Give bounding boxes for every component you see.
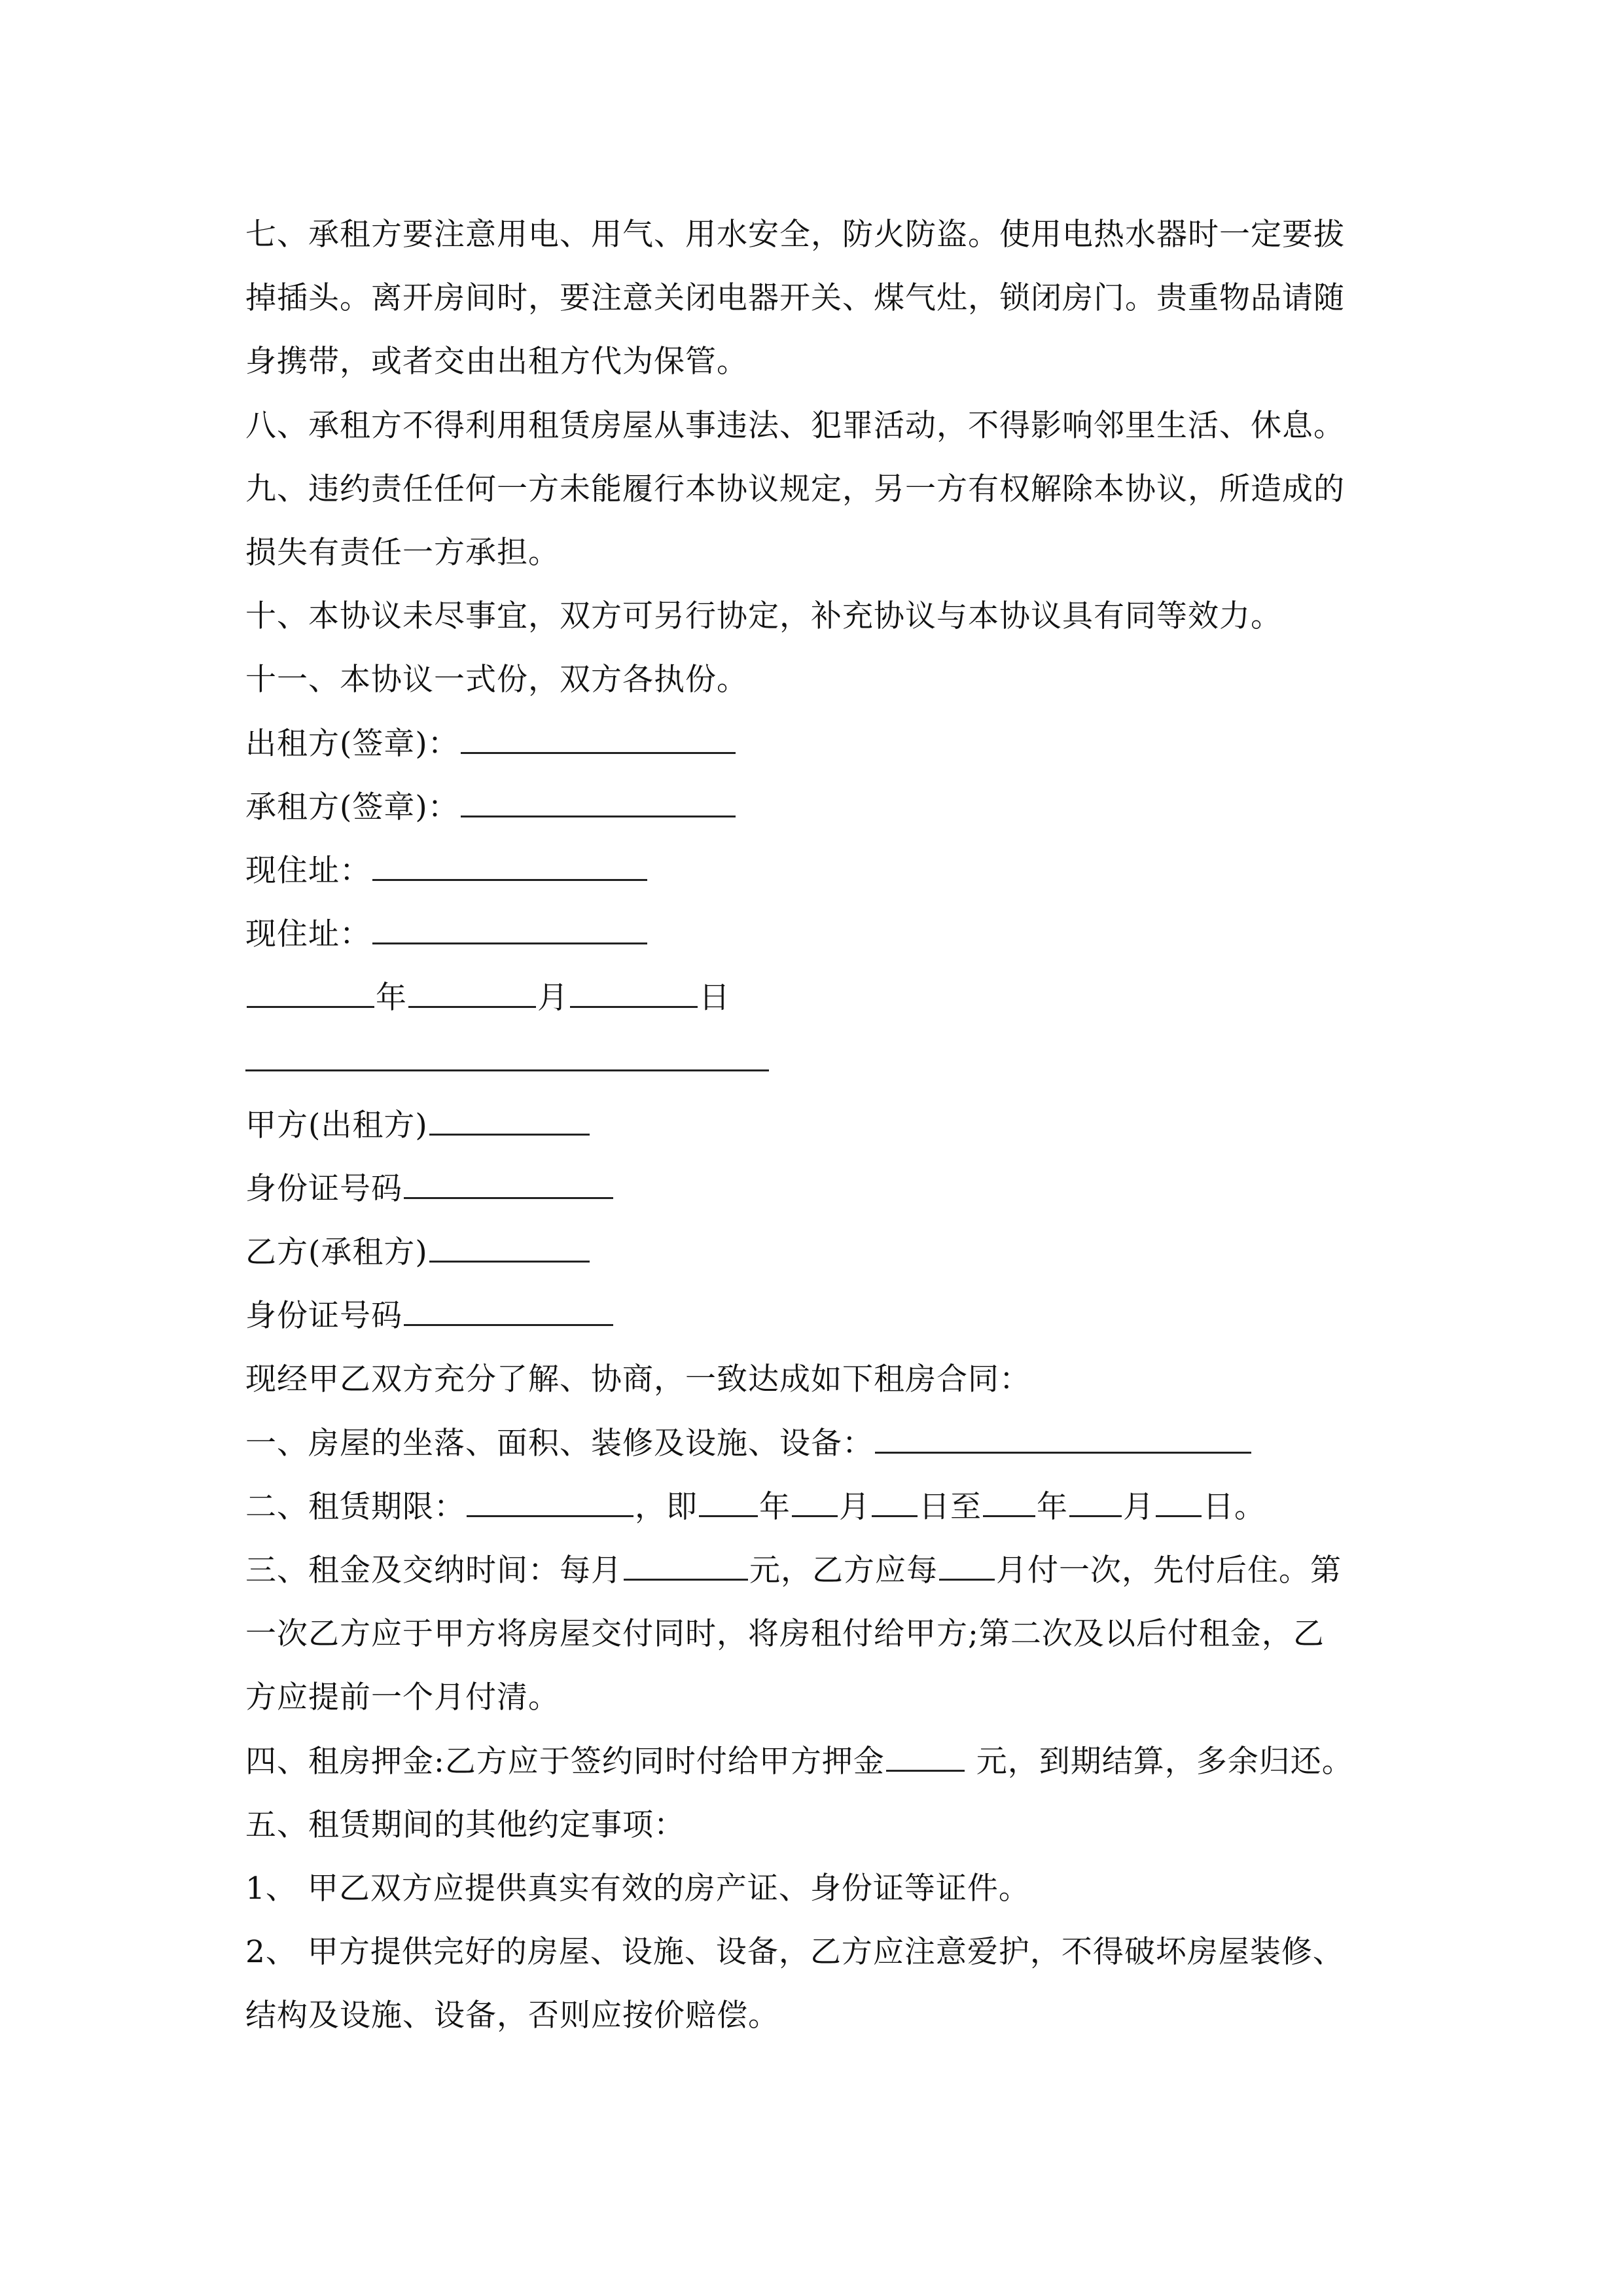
date-row — [245, 966, 1417, 1030]
party-a-label: 甲方(出租方) — [245, 1107, 428, 1143]
day-label: 日 — [699, 980, 730, 1016]
clause-7-line-1: 七、承租方要注意用电、用气、用水安全，防火防盗。使用电热水器时一定要拔 — [245, 217, 1345, 253]
sub-item-2-line-2: 结构及设施、设备，否则应按价赔偿。 — [245, 1998, 779, 2034]
item-2-label: 二、租赁期限： — [245, 1488, 465, 1525]
payment-interval-blank[interactable] — [939, 1549, 995, 1581]
deposit-blank[interactable] — [886, 1740, 965, 1772]
item-1-label: 一、房屋的坐落、面积、装修及设施、设备： — [245, 1425, 874, 1462]
clause-9-line-2: 损失有责任一方承担。 — [245, 534, 560, 571]
end-year-blank[interactable] — [983, 1485, 1035, 1517]
lessor-signature-label: 出租方(签章)： — [245, 725, 459, 762]
start-month-blank[interactable] — [792, 1485, 838, 1517]
start-day-blank[interactable] — [872, 1485, 918, 1517]
contract-item-3-line-3: 方应提前一个月付清。 — [245, 1679, 560, 1716]
item-2-year2: 年 — [1037, 1488, 1068, 1525]
party-b-id-label: 身份证号码 — [245, 1298, 402, 1335]
year-label: 年 — [376, 980, 407, 1016]
contract-item-3-line-2: 一次乙方应于甲方将房屋交付同时，将房租付给甲方;第二次及以后付租金，乙 — [245, 1616, 1325, 1653]
end-month-blank[interactable] — [1069, 1485, 1122, 1517]
contract-intro: 现经甲乙双方充分了解、协商，一致达成如下租房合同： — [245, 1361, 1031, 1398]
clause-7-line-3: 身携带，或者交由出租方代为保管。 — [245, 344, 748, 380]
lessor-signature-row — [245, 712, 1417, 776]
month-label: 月 — [537, 980, 569, 1016]
clause-7-line-2: 掉插头。离开房间时，要注意关闭电器开关、煤气灶，锁闭房门。贵重物品请随 — [245, 280, 1345, 317]
contract-item-4 — [245, 1730, 1417, 1793]
monthly-rent-blank[interactable] — [624, 1549, 748, 1581]
item-2-year: 年 — [759, 1488, 791, 1525]
lessee-signature-label: 承租方(签章)： — [245, 789, 459, 825]
clause-9-line-1: 九、违约责任任何一方未能履行本协议规定，另一方有权解除本协议，所造成的 — [245, 471, 1345, 507]
lessor-signature-blank[interactable] — [461, 722, 736, 754]
section-separator — [245, 1043, 769, 1071]
party-a-id-blank[interactable] — [404, 1167, 613, 1199]
party-b-row — [245, 1221, 1417, 1284]
party-b-id-row — [245, 1284, 1417, 1348]
item-2-to: 日至 — [919, 1488, 982, 1525]
item-3-end: 月付一次，先付后住。第 — [996, 1552, 1342, 1588]
item-4-end: 元，到期结算，多余归还。 — [976, 1743, 1353, 1780]
month-blank[interactable] — [408, 976, 536, 1008]
party-a-id-row — [245, 1157, 1417, 1221]
day-blank[interactable] — [570, 976, 698, 1008]
address-label-1: 现住址： — [245, 852, 371, 889]
term-blank[interactable] — [467, 1485, 633, 1517]
document-page — [245, 203, 1417, 2047]
contract-item-3-line-1 — [245, 1539, 1417, 1602]
clause-10: 十、本协议未尽事宜，双方可另行协定，补充协议与本协议具有同等效力。 — [245, 598, 1282, 635]
sub-item-2-line-1: 2、 甲方提供完好的房屋、设施、设备，乙方应注意爱护，不得破坏房屋装修、 — [245, 1934, 1344, 1971]
address-label-2: 现住址： — [245, 916, 371, 953]
item-2-month: 月 — [839, 1488, 870, 1525]
contract-item-2 — [245, 1475, 1417, 1539]
lessee-signature-row — [245, 776, 1417, 839]
item-1-blank[interactable] — [875, 1422, 1251, 1454]
clause-8: 八、承租方不得利用租赁房屋从事违法、犯罪活动，不得影响邻里生活、休息。 — [245, 407, 1345, 444]
party-a-row — [245, 1094, 1417, 1157]
address-row-2 — [245, 903, 1417, 966]
contract-item-1 — [245, 1412, 1417, 1475]
contract-item-5: 五、租赁期间的其他约定事项： — [245, 1806, 685, 1843]
party-b-id-blank[interactable] — [404, 1294, 613, 1326]
end-day-blank[interactable] — [1156, 1485, 1202, 1517]
lessee-signature-blank[interactable] — [461, 785, 736, 817]
party-b-blank[interactable] — [429, 1230, 590, 1263]
sub-item-1: 1、 甲乙双方应提供真实有效的房产证、身份证等证件。 — [245, 1870, 1030, 1907]
start-year-blank[interactable] — [699, 1485, 758, 1517]
separator-row — [245, 1030, 1417, 1093]
party-a-blank[interactable] — [429, 1103, 590, 1136]
address-blank-2[interactable] — [372, 912, 647, 944]
item-2-end: 日。 — [1203, 1488, 1266, 1525]
address-row-1 — [245, 839, 1417, 903]
item-2-ie: ，即 — [635, 1488, 698, 1525]
item-3-label: 三、租金及交纳时间：每月 — [245, 1552, 622, 1588]
party-a-id-label: 身份证号码 — [245, 1170, 402, 1207]
party-b-label: 乙方(承租方) — [245, 1234, 428, 1270]
clause-11: 十一、本协议一式份，双方各执份。 — [245, 662, 748, 698]
item-2-month2: 月 — [1123, 1488, 1154, 1525]
item-4-label: 四、租房押金:乙方应于签约同时付给甲方押金 — [245, 1743, 885, 1780]
address-blank-1[interactable] — [372, 849, 647, 881]
item-3-mid: 元，乙方应每 — [749, 1552, 938, 1588]
year-blank[interactable] — [247, 976, 374, 1008]
